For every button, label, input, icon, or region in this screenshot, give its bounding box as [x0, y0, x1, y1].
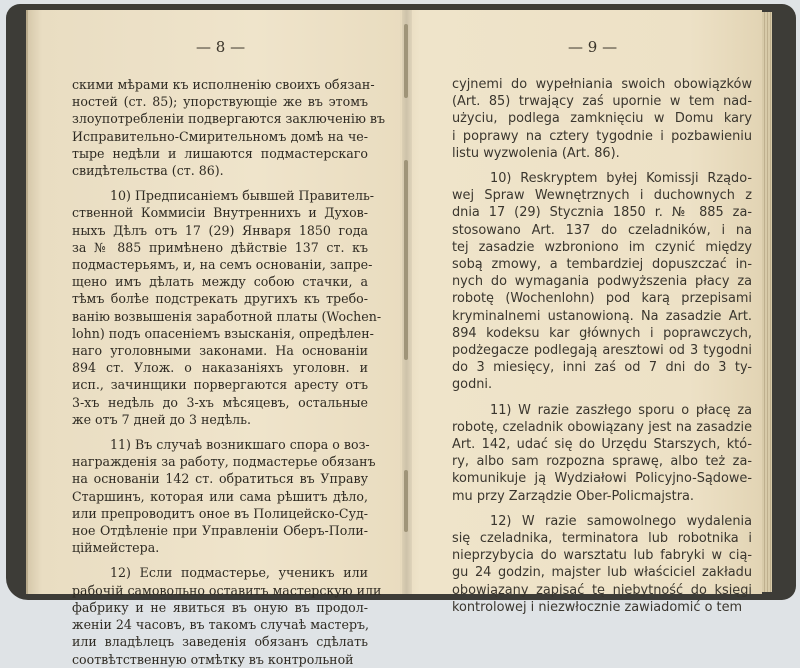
text-line: nych do wymagania podwyższenia płacy za: [452, 274, 752, 290]
paragraph: [72, 436, 376, 556]
text-line: i poprawy na cztery tygodnie i pozbawieniu: [452, 128, 752, 144]
paragraph-gap: [72, 556, 368, 564]
paragraph: [452, 402, 752, 505]
binding-thread: [404, 470, 408, 532]
text-line: robotę, czeladnik obowiązany jest na zasadzie: [452, 419, 752, 435]
text-line: тыре недѣли и лишаются подмастерскаго: [72, 145, 368, 161]
text-line: gu 24 godzin, majster lub właściciel zakładu: [452, 565, 752, 581]
text-line: фабрику и не явиться въ оную въ продол-: [72, 599, 368, 615]
text-line: 3-хъ недѣль до 3-хъ мѣсяцевъ, остальные: [72, 394, 368, 410]
left-page-text: [72, 76, 386, 668]
text-line: соотвѣтственную отмѣтку въ контрольной: [72, 651, 354, 667]
paragraph: [452, 513, 752, 616]
text-line: же отъ 7 дней до 3 недѣль.: [72, 411, 252, 427]
text-line: Исправительно-Смирительномъ домѣ на че-: [72, 128, 368, 144]
text-line: ванію возвышенія заработной платы (Wochen-: [72, 308, 382, 324]
text-line: wej Spraw Wewnętrznych i duchownych z: [452, 188, 752, 204]
text-line: 11) W razie zaszłego sporu o płacę za: [490, 402, 752, 418]
text-line: stosowano Art. 137 do czeladników, i na: [452, 222, 752, 238]
text-line: ціймейстера.: [72, 540, 160, 556]
text-line: lohn) подъ опасеніемъ взысканія, опредѣлен-: [72, 325, 374, 341]
text-line: kontrolowej i niezwłocznie zawiadomić o tem: [452, 599, 743, 615]
text-line: ныхъ Дѣлъ отъ 17 (29) Января 1850 года: [72, 222, 368, 238]
text-line: obowiązany zapisać tę niebytność do księgi: [452, 582, 752, 598]
text-line: do 3 miesięcy, inni zaś od 7 dni do 3 ty-: [452, 360, 752, 376]
text-line: tej zasadzie wzbroniono im czynić między: [452, 239, 752, 255]
text-line: ственной Коммисіи Внутреннихъ и Духов-: [72, 205, 368, 221]
page-edges: [762, 12, 772, 592]
text-line: nieprzybycia do warsztatu lub fabryki w cią-: [452, 548, 752, 564]
text-line: (Art. 85) trwający zaś upornie w tem nad-: [452, 94, 752, 110]
paragraph-gap: [72, 428, 368, 436]
text-line: Art. 142, udać się do Urzędu Starszych, któ-: [452, 437, 752, 453]
paragraph-gap: [452, 394, 752, 402]
page-number-left: — 8 —: [196, 38, 246, 56]
text-line: się czeladnika, terminatora lub robotnika i: [452, 531, 752, 547]
text-line: или препроводитъ оное въ Полицейско-Суд-: [72, 505, 368, 521]
text-line: рабочій самовольно оставитъ мастерскую или: [72, 582, 382, 598]
text-line: на основаніи 142 ст. обратиться въ Управу: [72, 471, 368, 487]
text-line: podżegacze podlegają aresztowi od 3 tygodni: [452, 343, 752, 359]
text-line: 10) Reskryptem byłej Komissji Rządo-: [490, 171, 752, 187]
text-line: наго уголовными законами. На основаніи: [72, 343, 368, 359]
text-line: 11) Въ случаѣ возникшаго спора о воз-: [110, 437, 370, 453]
text-line: тѣмъ болѣе подстрекать другихъ къ требо-: [72, 291, 368, 307]
binding-thread: [404, 24, 408, 98]
text-line: награжденія за работу, подмастерье обязанъ: [72, 454, 376, 470]
text-line: komunikuje ją Wydziałowi Policyjno-Sądowe-: [452, 471, 752, 487]
paragraph: [452, 76, 752, 162]
text-line: kryminalnemi ustanowioną. Na zasadzie Art.: [452, 308, 752, 324]
text-line: użyciu, podlega zamknięciu w Domu kary: [452, 111, 752, 127]
text-line: Старшинъ, которая или сама рѣшитъ дѣло,: [72, 488, 368, 504]
paragraph: [452, 170, 752, 394]
text-line: исп., зачинщики порвергаются аресту отъ: [72, 377, 368, 393]
text-line: sobą zmowy, a tembardziej dopuszczać in-: [452, 257, 752, 273]
text-line: 894 ст. Улож. о наказаніяхъ уголовн. и: [72, 360, 368, 376]
text-line: godni.: [452, 377, 493, 393]
page-number-right: — 9 —: [568, 38, 618, 56]
text-line: ное Отдѣленіе при Управленіи Оберъ-Поли-: [72, 523, 368, 539]
text-line: 10) Предписаніемъ бывшей Правитель-: [110, 188, 375, 204]
text-line: robotę (Wochenlohn) pod karą przepisami: [452, 291, 752, 307]
text-line: за № 885 примѣнено дѣйствіе 137 ст. къ: [72, 239, 368, 255]
text-line: ry, albo sam rozpozna sprawę, albo też za-: [452, 454, 752, 470]
text-line: dnia 17 (29) Stycznia 1850 r. № 885 za-: [452, 205, 752, 221]
paragraph-gap: [452, 505, 752, 513]
text-line: щено имъ дѣлать между собою стачки, а: [72, 274, 368, 290]
paragraph: [72, 564, 382, 667]
text-line: 12) W razie samowolnego wydalenia: [490, 513, 752, 529]
text-line: 12) Если подмастерье, ученикъ или: [110, 565, 368, 581]
paragraph-gap: [452, 162, 752, 170]
text-line: ностей (ст. 85); упорствующіе же въ этомъ: [72, 94, 368, 110]
text-line: злоупотребленіи подвергаются заключенію въ: [72, 111, 386, 127]
text-line: mu przy Zarządzie Ober-Policmajstra.: [452, 488, 694, 504]
text-line: скими мѣрами къ исполненію своихъ обязан-: [72, 77, 375, 92]
text-line: подмастерьямъ, и, на семъ основаніи, запре-: [72, 257, 373, 273]
text-line: женіи 24 часовъ, въ такомъ случаѣ мастеръ,: [72, 617, 370, 633]
binding-thread: [404, 160, 408, 360]
text-line: listu wyzwolenia (Art. 86).: [452, 145, 620, 161]
paragraph: [72, 187, 382, 428]
text-line: или владѣлецъ заведенія обязанъ сдѣлать: [72, 634, 368, 650]
right-page-text: [452, 76, 752, 616]
text-line: cyjnemi do wypełniania swoich obowiązków: [452, 77, 752, 92]
text-line: 894 kodeksu kar głównych i poprawczych,: [452, 325, 752, 341]
paragraph: [72, 76, 386, 179]
paragraph-gap: [72, 179, 368, 187]
text-line: свидѣтельства (ст. 86).: [72, 163, 224, 179]
